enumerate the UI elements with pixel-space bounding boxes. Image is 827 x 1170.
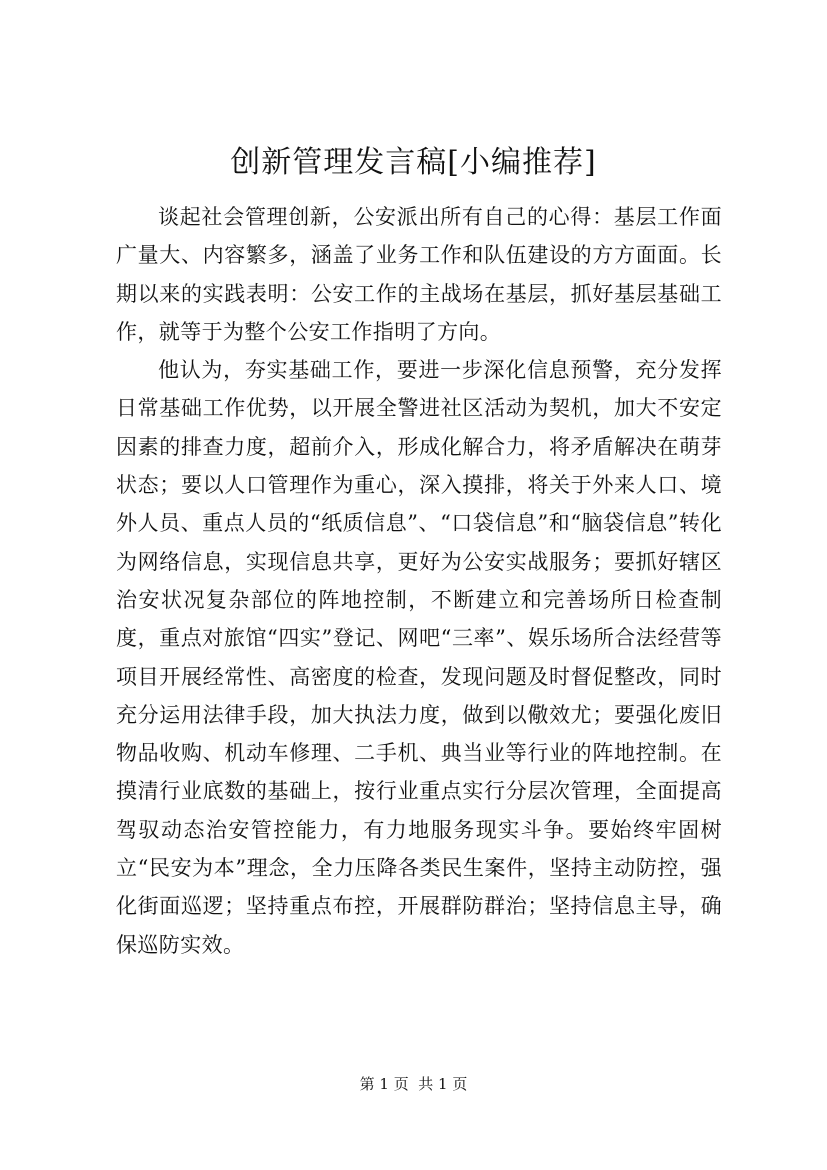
paragraph-1: 谈起社会管理创新，公安派出所有自己的心得：基层工作面广量大、内容繁多，涵盖了业务工作和队伍建设的方方面面。长期以来的实践表明：公安工作的主战场在基层，抓好基层基础工作，就等于为整个公安工作指明了方向。 <box>116 205 722 344</box>
document-title: 创新管理发言稿[小编推荐] <box>230 145 597 180</box>
paragraph-2: 他认为，夯实基础工作，要进一步深化信息预警，充分发挥日常基础工作优势，以开展全警进社区活动为契机，加大不安定因素的排查力度，超前介入，形成化解合力，将矛盾解决在萌芽状态；要以人口管理作为重心，深入摸排，将关于外来人口、境外人员、重点人员的“纸质信息”、“口袋信息”和“脑袋信息”转化为网络信息，实现信息共享，更好为公安实战服务；要抓好辖区治安状况复杂部位的阵地控制，不断建立和完善场所日检查制度，重点对旅馆“四实”登记、网吧“三率”、娱乐场所合法经营等项目开展经常性、高密度的检查，发现问题及时督促整改，同时充分运用法律手段，加大执法力度，做到以儆效尤；要强化废旧物品收购、机动车修理、二手机、典当业等行业的阵地控制。在摸清行业底数的基础上，按行业重点实行分层次管理，全面提高驾驭动态治安管控能力，有力地服务现实斗争。要始终牢固树立“民安为本”理念，全力压降各类民生案件，坚持主动防控，强化街面巡逻；坚持重点布控，开展群防群治；坚持信息主导，确保巡防实效。 <box>116 358 722 957</box>
page-footer <box>0 1074 827 1094</box>
page-number-label: 第 1 页 共 1 页 <box>359 1075 468 1093</box>
document-body <box>116 198 722 964</box>
